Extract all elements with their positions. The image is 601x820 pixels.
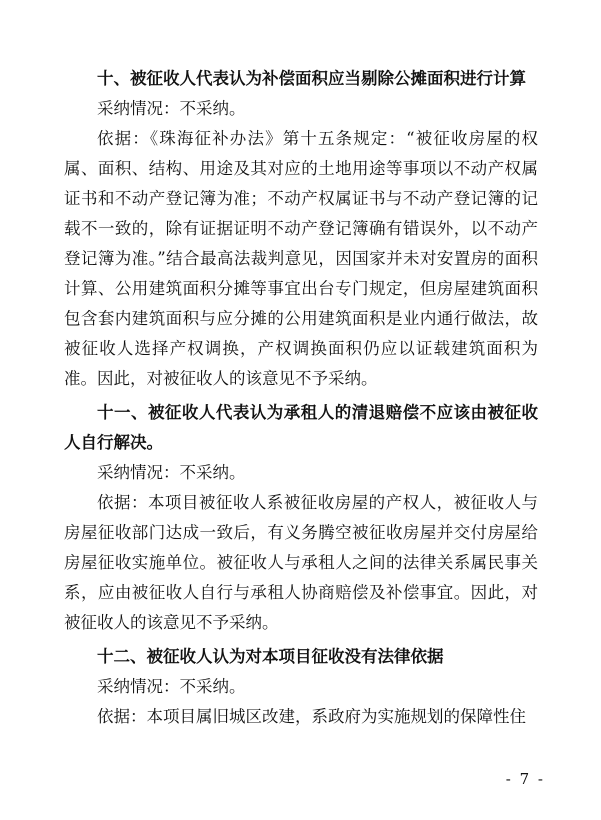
basis-paragraph: 依据：本项目属旧城区改建，系政府为实施规划的保障性住 [97,707,526,726]
document-body [64,64,538,732]
adoption-status: 采纳情况：不采纳。 [97,677,246,696]
section-heading: 十二、被征收人认为对本项目征收没有法律依据 [97,647,444,666]
page-number: - 7 - [505,770,545,788]
section-heading: 十、被征收人代表认为补偿面积应当剔除公摊面积进行计算 [97,69,526,88]
section-12 [64,642,538,732]
section-10 [64,64,538,394]
adoption-status: 采纳情况：不采纳。 [97,99,246,118]
basis-paragraph: 依据：本项目被征收人系被征收房屋的产权人，被征收人与房屋征收部门达成一致后，有义务腾空被征收房屋并交付房屋给房屋征收实施单位。被征收人与承租人之间的法律关系属民事关系，应由被征收人自行与承租人协商赔偿及补偿事宜。因此，对被征收人的该意见不予采纳。 [64,493,538,632]
section-11 [64,398,538,638]
adoption-status: 采纳情况：不采纳。 [97,463,246,482]
section-heading: 十一、被征收人代表认为承租人的清退赔偿不应该由被征收人自行解决。 [64,403,538,452]
basis-paragraph: 依据：《珠海征补办法》第十五条规定：“被征收房屋的权属、面积、结构、用途及其对应的土地用途等事项以不动产权属证书和不动产登记簿为准；不动产权属证书与不动产登记簿的记载不一致的，除有证据证明不动产登记簿确有错误外，以不动产登记簿为准。”结合最高法裁判意见，因国家并未对安置房的面积计算、公用建筑面积分摊等事宜出台专门规定，但房屋建筑面积包含套内建筑面积与应分摊的公用建筑面积是业内通行做法，故被征收人选择产权调换，产权调换面积仍应以证载建筑面积为准。因此，对被征收人的该意见不予采纳。 [64,129,538,388]
